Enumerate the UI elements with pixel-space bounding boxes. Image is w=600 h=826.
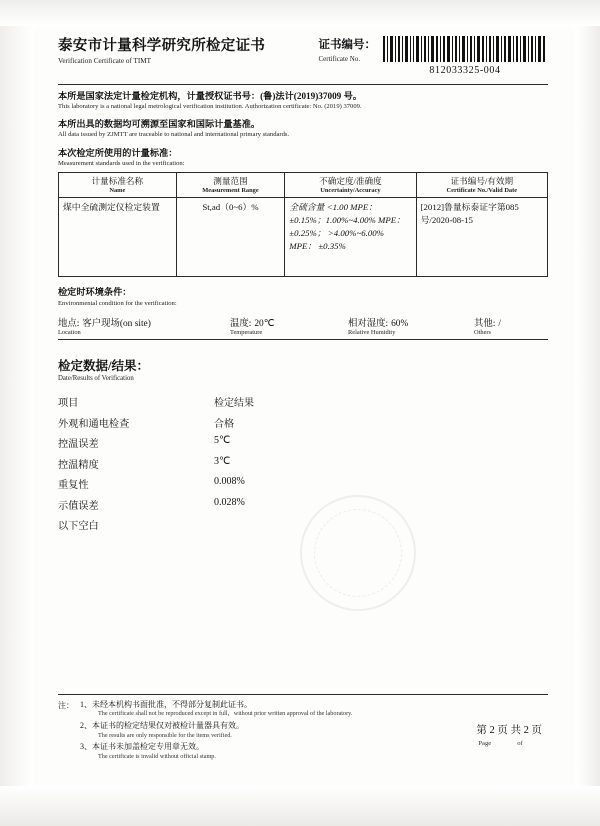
header-range-cn: 测量范围: [213, 175, 248, 186]
note-3-text: 本证书未加盖检定专用章无效。: [92, 742, 204, 752]
note-3-cn: [80, 742, 388, 752]
results-title-cn: 检定数据/结果：: [58, 359, 149, 374]
note-3-num: 3、: [80, 742, 92, 752]
note-item-2: [58, 721, 388, 739]
table-header-row: [59, 172, 548, 197]
statement-1-en: This laboratory is a national legal metrological verification institution. Authorization certificate: No. (2019) 37009.: [58, 103, 362, 111]
barcode-wrap: [382, 36, 548, 76]
notes-spacer-2: [58, 721, 80, 739]
result-item-temp-precision: 控温精度: [58, 459, 99, 471]
table-header-name: [59, 172, 177, 197]
env-humidity-value: 60%: [391, 319, 409, 330]
results-heading: [58, 356, 548, 382]
scan-edge-bottom: [0, 786, 600, 826]
page-number-en: [476, 740, 542, 747]
header-divider: [58, 84, 548, 85]
note-2-num: 2、: [80, 721, 92, 731]
env-field-others: [474, 315, 501, 336]
env-location-label-cn: 地点:: [58, 319, 80, 330]
result-row-indication-error: [58, 497, 548, 512]
env-others-label-cn: 其他:: [474, 319, 496, 330]
environment-values-row: [58, 315, 548, 340]
cell-uncertainty: 全硫含量 <1.00 MPE：±0.15%；1.00%~4.00% MPE：±0.25%； >4.00%~6.00% MPE： ±0.35%: [285, 198, 416, 277]
document-header: [58, 34, 548, 80]
header-name-en: Name: [109, 186, 126, 194]
result-value-temp-precision: 3℃: [214, 455, 231, 467]
statement-standards-used: [58, 147, 548, 169]
note-1-en: The certificate shall not be reproduced except in full，without prior written approval of the laboratory.: [98, 710, 353, 718]
env-humidity-label-en: Relative Humidity: [348, 329, 396, 337]
cell-standard-name: 煤中全硫测定仪检定装置: [59, 198, 177, 277]
results-list: [58, 394, 548, 532]
footer-notes: [58, 700, 388, 763]
note-2-en: The results are only responsible for the items verified.: [98, 731, 232, 739]
org-title-cn: 泰安市计量科学研究所检定证书: [58, 38, 266, 54]
footer-divider: [58, 694, 548, 695]
env-field-temperature: [230, 315, 348, 336]
env-field-humidity: [348, 315, 474, 336]
result-row-temp-error: [58, 435, 548, 450]
page-number-cn: 第 2 页 共 2 页: [476, 725, 542, 736]
env-location-label-en: Location: [58, 329, 81, 337]
header-certificate-cn: 证书编号/有效期: [450, 175, 514, 186]
note-2-text: 本证书的检定结果仅对被检计量器具有效。: [92, 721, 244, 731]
note-item-1: [58, 700, 388, 718]
barcode-icon: [382, 36, 548, 62]
header-name-cn: 计量标准名称: [91, 175, 144, 186]
table-header-range: [176, 172, 285, 197]
header-uncertainty-cn: 不确定度/准确度: [319, 175, 382, 186]
statement-3-cn: 本次检定所使用的计量标准：: [58, 147, 178, 158]
certificate-number-value: 812033325-004: [429, 65, 501, 76]
result-item-indication-error: 示值误差: [58, 500, 99, 512]
result-row-temp-precision: [58, 456, 548, 471]
notes-spacer-3: [58, 742, 80, 760]
result-row-repeatability: [58, 476, 548, 491]
scan-edge-left: [0, 0, 34, 826]
header-certificate-en: Certificate No./Valid Date: [446, 186, 518, 194]
results-column-headers: [58, 394, 548, 409]
measurement-standards-table: [58, 172, 548, 277]
note-1-cn: [80, 700, 388, 710]
results-title-en: Date/Results of Verification: [58, 375, 134, 383]
statement-1-cn: 本所是国家法定计量检定机构，计量授权证书号：(鲁)法计(2019)37009 号。: [58, 91, 362, 101]
env-temperature-value: 20℃: [254, 319, 275, 330]
result-item-appearance: 外观和通电检查: [58, 418, 130, 430]
page-label-en: Page: [478, 740, 492, 747]
result-value-appearance: 合格: [214, 418, 234, 430]
note-1-text: 未经本机构书面批准，不得部分复制此证书。: [92, 700, 252, 709]
statement-2-cn: 本所出具的数据均可溯源至国家和国际计量基准。: [58, 118, 261, 129]
results-col-value: 检定结果: [214, 398, 254, 410]
header-range-en: Measurement Range: [202, 186, 259, 194]
statement-2-en: All data issued by ZJMTT are traceable to national and international primary standards.: [58, 131, 290, 139]
page-number-block: [476, 700, 548, 747]
results-end-note: 以下空白: [58, 521, 99, 533]
table-row: [59, 198, 548, 277]
env-others-value: /: [498, 319, 501, 330]
scan-edge-top: [0, 0, 600, 26]
page-of-en: of: [517, 740, 523, 747]
result-item-repeatability: 重复性: [58, 480, 89, 492]
statement-3-en: Measurement standards used in the verification:: [58, 160, 185, 168]
issuing-organization: [58, 34, 308, 65]
env-field-location: [58, 315, 230, 336]
results-col-item: 项目: [58, 398, 79, 410]
table-header-certificate: [416, 172, 547, 197]
environment-title-en: Environmental condition for the verification:: [58, 299, 177, 307]
env-temperature-label-en: Temperature: [230, 329, 263, 337]
env-location-value: 客户现场(on site): [82, 319, 151, 330]
certificate-label-cn: 证书编号：: [318, 39, 376, 51]
scan-edge-right: [574, 0, 600, 826]
result-value-repeatability: 0.008%: [214, 476, 245, 488]
env-humidity-label-cn: 相对湿度:: [348, 319, 389, 330]
result-item-temp-error: 控温误差: [58, 439, 99, 451]
result-row-appearance: [58, 415, 548, 430]
statement-traceability: [58, 118, 548, 140]
header-uncertainty-en: Uncertainty/Accuracy: [320, 186, 381, 194]
cell-certificate-validity: [2012]鲁量标泰证字第085号/2020-08-15: [416, 198, 547, 277]
statement-legal-authority: [58, 90, 548, 112]
note-3-en: The certificate is invalid without official stamp.: [98, 752, 216, 760]
certificate-label-en: Certificate No.: [318, 55, 361, 63]
document-content: [58, 34, 548, 532]
environment-heading: [58, 286, 548, 308]
certificate-number-block: [319, 34, 549, 76]
note-item-3: [58, 742, 388, 760]
note-1-num: 1、: [80, 700, 92, 709]
notes-prefix: 注：: [58, 701, 74, 710]
result-value-temp-error: 5℃: [214, 435, 231, 447]
table-header-uncertainty: [285, 172, 416, 197]
result-value-indication-error: 0.028%: [214, 496, 245, 508]
env-others-label-en: Others: [474, 329, 492, 337]
cell-measurement-range: St,ad（0~6）%: [176, 198, 285, 277]
certificate-number-label: [319, 36, 377, 63]
note-2-cn: [80, 721, 388, 731]
env-temperature-label-cn: 温度:: [230, 319, 252, 330]
org-title-en: Verification Certificate of TIMT: [58, 57, 152, 65]
document-footer: [58, 694, 548, 763]
environment-title-cn: 检定时环境条件：: [58, 287, 132, 298]
